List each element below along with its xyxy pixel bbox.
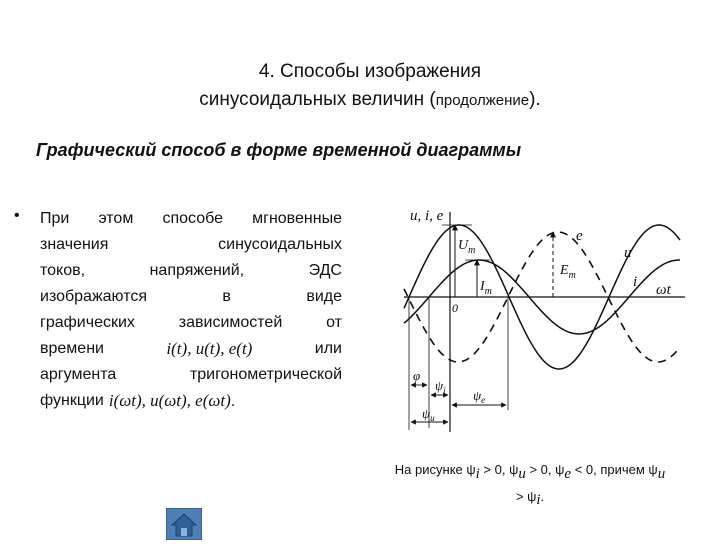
axis-x-label: ωt (656, 282, 671, 298)
word: в (222, 288, 231, 305)
slide-title-line1: 4. Способы изображения (258, 61, 482, 82)
slide-title-line2 (150, 86, 590, 115)
word: значения (40, 236, 109, 253)
word: виде (306, 288, 342, 305)
psi-u-main: ψ (422, 406, 431, 421)
im-label-main: I (480, 279, 485, 294)
caption-sub: e (564, 465, 572, 482)
body-line (40, 388, 342, 415)
em-label-main: E (560, 263, 569, 278)
word: тригонометрической (189, 366, 342, 383)
slide-title (150, 58, 590, 115)
period: . (230, 393, 236, 410)
caption-text: > 0, ψ (525, 462, 565, 477)
body-line (40, 258, 342, 284)
word: При (40, 210, 70, 227)
figure-caption (360, 459, 700, 512)
psi-e-sub: e (481, 395, 486, 405)
phi-label: φ (413, 368, 421, 383)
body-line (40, 310, 342, 336)
caption-sub: i (475, 465, 480, 482)
word: напряжений, (149, 262, 245, 279)
slide-subtitle: Графический способ в форме временной диаграммы (36, 140, 522, 160)
caption-text: < 0, причем ψ (571, 462, 658, 477)
time-functions: i(t), u(t), e(t) (166, 339, 253, 358)
caption-text: > ψ (515, 488, 537, 504)
word: или (314, 340, 342, 357)
im-label-sub: m (484, 286, 492, 297)
home-icon (167, 509, 201, 539)
em-label (559, 263, 576, 281)
um-label (458, 238, 475, 256)
word: изображаются (40, 288, 148, 305)
body-line (40, 284, 342, 310)
psi-e-main: ψ (473, 388, 482, 403)
bullet-mark: • (14, 207, 20, 224)
word: этом (98, 210, 134, 227)
psi-u-label (422, 406, 435, 423)
slide-title-line2-main: синусоидальных величин ( (199, 89, 436, 110)
psi-i-sub: i (443, 385, 446, 395)
psi-i-main: ψ (435, 378, 444, 393)
psi-e-label (473, 388, 485, 405)
slide-title-line2-end: ). (529, 89, 541, 110)
caption-line2 (360, 486, 700, 513)
time-diagram (380, 200, 690, 440)
body-paragraph (40, 206, 342, 415)
caption-text: > 0, ψ (479, 462, 519, 477)
caption-text: На рисунке ψ (394, 462, 476, 477)
word: от (326, 314, 342, 331)
word: токов, (40, 262, 86, 279)
caption-sub: u (657, 465, 666, 482)
word: способе (162, 210, 223, 227)
body-line (40, 362, 342, 388)
word: аргумента (40, 366, 117, 383)
axis-y-label: u, i, e (410, 208, 444, 224)
body-line (40, 232, 342, 258)
angle-functions: i(ωt), u(ωt), e(ωt) (108, 391, 231, 410)
curve-u-label: u (624, 245, 632, 261)
word: ЭДС (308, 262, 342, 279)
word: синусоидальных (218, 236, 342, 253)
word: зависимостей (178, 314, 283, 331)
slide-title-continuation: продолжение (435, 92, 530, 109)
origin-label: 0 (452, 301, 458, 315)
psi-i-label (435, 378, 446, 395)
caption-line1 (360, 459, 700, 486)
curve-e-label: e (576, 228, 583, 244)
um-label-main: U (458, 238, 469, 253)
psi-u-sub: u (430, 413, 435, 423)
body-line (40, 336, 342, 362)
caption-sub: u (518, 465, 526, 482)
caption-sub: i (536, 492, 541, 509)
body-line (40, 206, 342, 232)
word: мгновенные (252, 210, 342, 227)
um-label-sub: m (468, 245, 476, 256)
word: времени (40, 340, 104, 357)
word: функции (40, 392, 104, 409)
im-label (479, 279, 492, 297)
caption-text: . (540, 488, 545, 504)
em-label-sub: m (568, 270, 576, 281)
home-button[interactable] (166, 508, 202, 540)
curve-i-label: i (633, 274, 638, 290)
word: графических (40, 314, 135, 331)
